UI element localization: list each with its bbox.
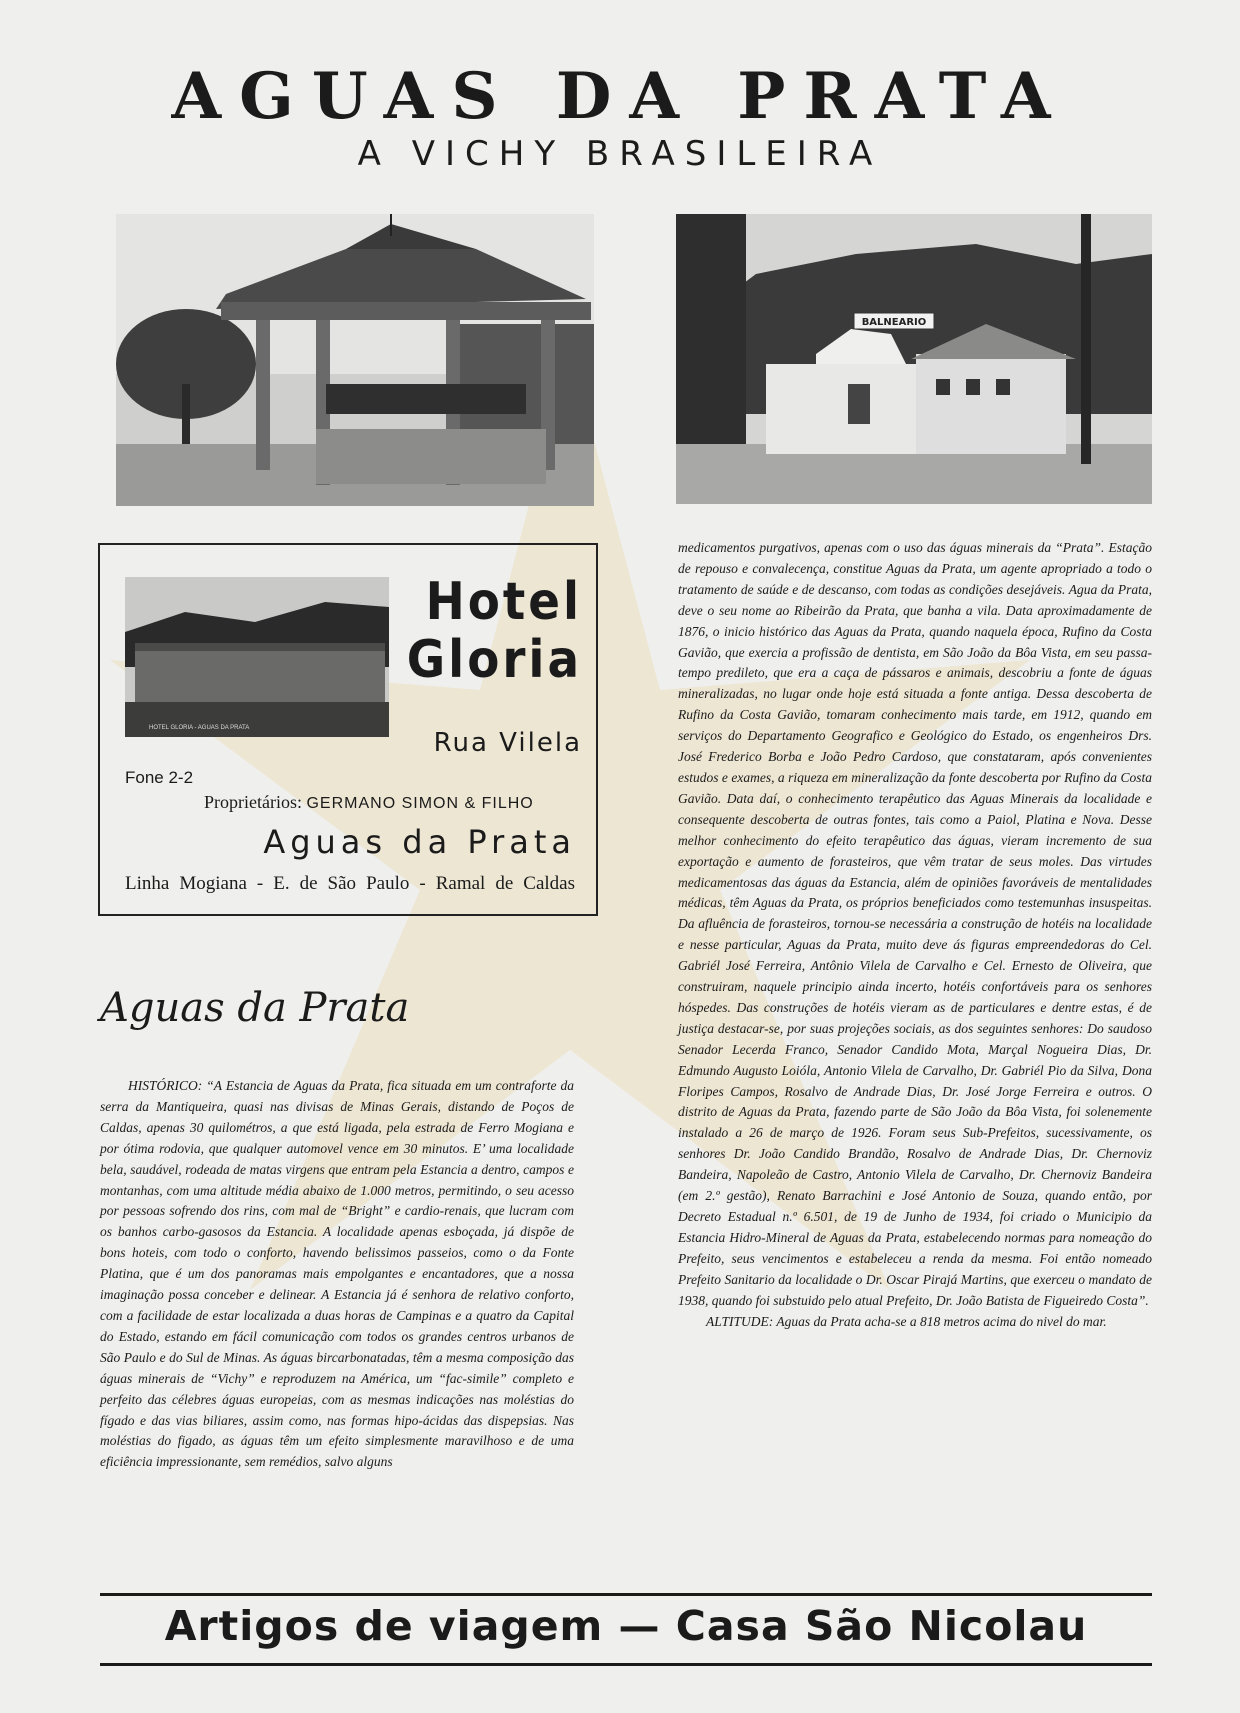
hotel-phone: Fone 2-2 <box>125 768 194 787</box>
hotel-name-line1: Hotel <box>425 572 582 632</box>
hotel-name <box>382 573 582 689</box>
footer-rule-bottom <box>100 1663 1152 1666</box>
article-right-column <box>678 538 1152 1332</box>
page-subtitle: A VICHY BRASILEIRA <box>357 134 883 174</box>
hotel-owners <box>204 792 534 813</box>
hotel-town: Aguas da Prata <box>263 823 576 861</box>
gazebo-photo <box>116 214 594 506</box>
hotel-photo-caption: HOTEL GLORIA - AGUAS DA PRATA <box>149 725 250 731</box>
hotel-street: Rua Vilela <box>433 728 582 758</box>
hotel-owners-label: Proprietários: <box>204 792 302 812</box>
footer-advertisement: Artigos de viagem — Casa São Nicolau <box>164 1602 1088 1650</box>
hotel-gloria-ad <box>98 543 598 916</box>
hotel-photo <box>125 577 389 737</box>
hotel-railway: Linha Mogiana - E. de São Paulo - Ramal de Caldas <box>125 873 575 894</box>
footer-rule-top <box>100 1593 1152 1596</box>
article-historico-paragraph: HISTÓRICO: “A Estancia de Aguas da Prata, fica situada em um contraforte da serra da Mantiqueira, quasi nas divisas de Minas Gerais, distando de Poços de Caldas, apenas 30 quilométros, a que está ligada, pela estrada de Ferro Mogiana e por ótima rodovia, que qualquer automovel vence em 30 minutos. E’ uma localidade bela, saudável, rodeada de matas virgens que entram pela Estancia a dentro, campos e montanhas, com uma altitude média abaixo de 1.000 metros, permitindo, o seu acesso por pessoas sofrendo dos rins, com mal de “Bright” e cardio-renais, que lucram com os banhos carbo-gasosos da Estancia. A localidade apenas esboçada, já dispõe de bons hoteis, com todo o conforto, havendo belissimos passeios, como o da Fonte Platina, que é um dos panoramas mais empolgantes e encantadores, que a nossa imaginação possa conceber e delinear. A Estancia já é senhora de relativo conforto, com a facilidade de estar localizada a duas horas de Campinas e a quatro da Capital do Estado, estando em fácil comunicação com todos os grandes centros urbanos de São Paulo e do Sul de Minas. As águas bircarbonatadas, têm a mesma composição das águas minerais de “Vichy” e reproduzem na América, um “fac-simile” completo e perfeito das célebres águas europeias, com as mesmas indicações nas moléstias do fígado e das vias biliares, assim como, nas formas hipo-ácidas das dispepsias. Nas moléstias do figado, as águas têm um efeito simplesmente maravilhoso e de uma eficiência impressionante, sem remédios, salvo alguns <box>100 1078 574 1470</box>
hotel-owners-names: GERMANO SIMON & FILHO <box>306 795 534 812</box>
article-left-column <box>100 1076 574 1473</box>
article-continuation-paragraph: medicamentos purgativos, apenas com o uso das águas minerais da “Prata”. Estação de repouso e convalecença, constitue Aguas da Prata, um agente apropriado a todo o tratamento de saúde e de descanso, com todas as condições desejáveis. Agua da Prata, deve o seu nome ao Ribeirão da Prata, que banha a vila. Data aproximadamente de 1876, o inicio histórico das Aguas da Prata, quando naquela época, Rufino da Costa Gavião, que exercia a profissão de dentista, em São João da Bôa Vista, em seu passa-tempo predileto, que era a caça de pássaros e animais, descobriu a fonte de águas mineralizadas, no lugar onde hoje está situada a fonte antiga. Dessa descoberta de Rufino da Costa Gavião, tomaram conhecimento mais tarde, em 1912, quando em serviços do Departamento Geografico e Geológico do Estado, os engenheiros Drs. José Frederico Borba e João Pedro Cardoso, que constataram, após convenientes estudos e exames, a riqueza em mineralização da fonte descoberta por Rufino da Costa Gavião. Data daí, o conhecimento terapêutico das Aguas Minerais da localidade e consequente descoberta de outras fontes, tais como a Paiol, Platina e Nova. Desse melhor conhecimento do efeito terapêutico das águas, vieram incremento de sua exportação e aumento de forasteiros, que vêm tratar de seus moles. Das virtudes medicamentosas das águas da Estancia, além de opiniões favoráveis de mentalidades médicas, têm Aguas da Prata, os próprios beneficiados como testemunhas insuspeitas. Da afluência de forasteiros, tornou-se necessária a construção de hotéis na localidade e nesse particular, Aguas da Prata, muito deve ás figuras empreendedoras do Cel. Gabriél José Ferreira, Antônio Vilela de Carvalho e Cel. Ernesto de Oliveira, que construiram, naquele principio ainda incerto, hotéis confortáveis para os senhores hóspedes. Das construções de hotéis vieram as de particulares e dentre estas, é de justiça destacar-se, por suas projeções sociais, as dos seguintes senhores: Do saudoso Senador Lecerda Franco, Senador Candido Mota, Marçal Nogueira Dias, Dr. Edmundo Augusto Loióla, Antonio Vilela de Carvalho, Dr. Gabriél Pio da Silva, Dona Floripes Campos, Rosalvo de Andrade Dias, Dr. José Jorge Ferreira e outros. O distrito de Aguas da Prata, fazendo parte de São João da Bôa Vista, foi solenemente instalado a 26 de março de 1926. Foram seus Sub-Prefeitos, sucessivamente, os senhores Dr. João Candido Brandão, Rosalvo de Andrade Dias, Dr. Chernoviz Bandeira, Napoleão de Castro, Antonio Vilela de Carvalho, Dr. Chernoviz Bandeira (em 2.º gestão), Renato Barrachini e José Antonio de Souza, quando então, por Decreto Estadual n.º 6.501, de 19 de Junho de 1934, foi criado o Municipio da Estancia Hidro-Mineral de Aguas da Prata, estabelecendo normas para nomeação do Prefeito, seus vencimentos e estabeleceu a renda da mesma. Foi então nomeado Prefeito Sanitario da localidade o Dr. Oscar Pirajá Martins, que exerceu o mandato de 1938, quando foi substuido pelo atual Prefeito, Dr. João Batista de Figueiredo Costa”. <box>678 540 1152 1308</box>
balneario-sign: BALNEARIO <box>861 317 927 328</box>
hotel-name-line2: Gloria <box>406 630 582 690</box>
page-title: AGUAS DA PRATA <box>171 59 1069 134</box>
article-altitude-paragraph: ALTITUDE: Aguas da Prata acha-se a 818 metros acima do nivel do mar. <box>706 1313 1107 1329</box>
article-heading: Aguas da Prata <box>100 985 410 1031</box>
balneario-photo <box>676 214 1152 504</box>
